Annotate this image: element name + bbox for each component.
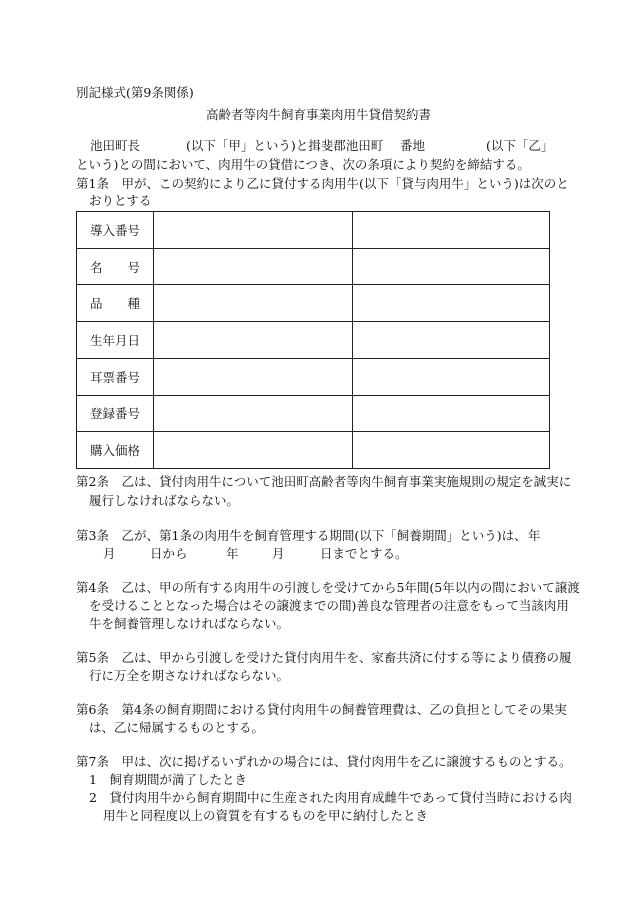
article-4-line-2: を受けることとなった場合はその譲渡までの間)善良な管理者の注意をもって当該肉用 — [89, 598, 569, 613]
article-6-line-1: 第6条 第4条の飼育期間における貸付肉用牛の飼養管理費は、乙の負担としてその果実 — [76, 702, 567, 717]
table-cell — [154, 322, 353, 359]
article-3-end-day: 日までとする。 — [320, 546, 408, 561]
article-5-line-1: 第5条 乙は、甲から引渡しを受けた貸付肉用牛を、家畜共済に付する等により債務の履 — [76, 650, 572, 665]
table-row — [77, 395, 550, 432]
article-7-line-1: 第7条 甲は、次に掲げるいずれかの場合には、貸付肉用牛を乙に譲渡するものとする。 — [76, 754, 572, 769]
article-4-line-1: 第4条 乙は、甲の所有する肉用牛の引渡しを受けてから5年間(5年以内の間において譲渡 — [76, 580, 580, 595]
row-label: 導入番号 — [77, 212, 154, 249]
table-cell — [154, 395, 353, 432]
table-row — [77, 285, 550, 322]
intro-town-mayor: 池田町長 — [90, 138, 141, 153]
table-cell — [353, 248, 550, 285]
article-7-item-2-line-1: 2 貸付肉用牛から飼育期間中に生産された肉用育成雌牛であって貸付当時における肉 — [89, 790, 572, 805]
row-label: 購入価格 — [77, 432, 154, 469]
article-2-line-2: 履行しなければならない。 — [89, 493, 240, 508]
table-cell — [353, 322, 550, 359]
row-label: 品 種 — [77, 285, 154, 322]
intro-line-2: という)との間において、肉用牛の貸借につき、次の条項により契約を締結する。 — [76, 157, 530, 172]
article-3-year: 年 — [528, 528, 541, 543]
intro-party-b: (以下「乙」 — [486, 138, 554, 153]
table-cell — [353, 358, 550, 395]
intro-address-number: 番地 — [400, 138, 426, 153]
table-row — [77, 212, 550, 249]
table-cell — [353, 395, 550, 432]
article-1-line-2: おりとする — [89, 193, 152, 208]
table-cell — [154, 212, 353, 249]
table-cell — [154, 432, 353, 469]
article-3-line-1: 第3条 乙が、第1条の肉用牛を飼育管理する期間(以下「飼養期間」という)は、 — [76, 528, 527, 543]
article-6-line-2: は、乙に帰属するものとする。 — [89, 720, 265, 735]
table-row — [77, 248, 550, 285]
table-row — [77, 358, 550, 395]
article-5-line-2: 行に万全を期さなければならない。 — [89, 668, 290, 683]
document-title: 高齢者等肉牛飼育事業肉用牛貸借契約書 — [206, 107, 432, 122]
table-cell — [154, 358, 353, 395]
article-7-item-1: 1 飼育期間が満了したとき — [89, 772, 247, 787]
article-1-line-1: 第1条 甲が、この契約により乙に貸付する肉用牛(以下「貸与肉用牛」という)は次のと — [76, 176, 569, 191]
table-cell — [154, 285, 353, 322]
table-cell — [154, 248, 353, 285]
row-label: 生年月日 — [77, 322, 154, 359]
table-row — [77, 322, 550, 359]
row-label: 登録番号 — [77, 395, 154, 432]
article-7-item-2-line-2: 用牛と同程度以上の資質を有するものを甲に納付したとき — [103, 808, 429, 823]
article-3-end-year: 年 — [226, 546, 239, 561]
article-3-day-from: 日から — [150, 546, 188, 561]
row-label: 名 号 — [77, 248, 154, 285]
table-cell — [353, 432, 550, 469]
table-cell — [353, 212, 550, 249]
table-cell — [353, 285, 550, 322]
intro-party-a: (以下「甲」という)と揖斐郡池田町 — [186, 138, 384, 153]
form-reference: 別記様式(第9条関係) — [76, 85, 194, 100]
article-4-line-3: 牛を飼養管理しなければならない。 — [89, 616, 290, 631]
article-3-end-month: 月 — [272, 546, 285, 561]
livestock-details-table — [76, 211, 550, 469]
table-row — [77, 432, 550, 469]
article-3-month: 月 — [103, 546, 116, 561]
article-2-line-1: 第2条 乙は、貸付肉用牛について池田町高齢者等肉牛飼育事業実施規則の規定を誠実に — [76, 474, 572, 489]
row-label: 耳票番号 — [77, 358, 154, 395]
